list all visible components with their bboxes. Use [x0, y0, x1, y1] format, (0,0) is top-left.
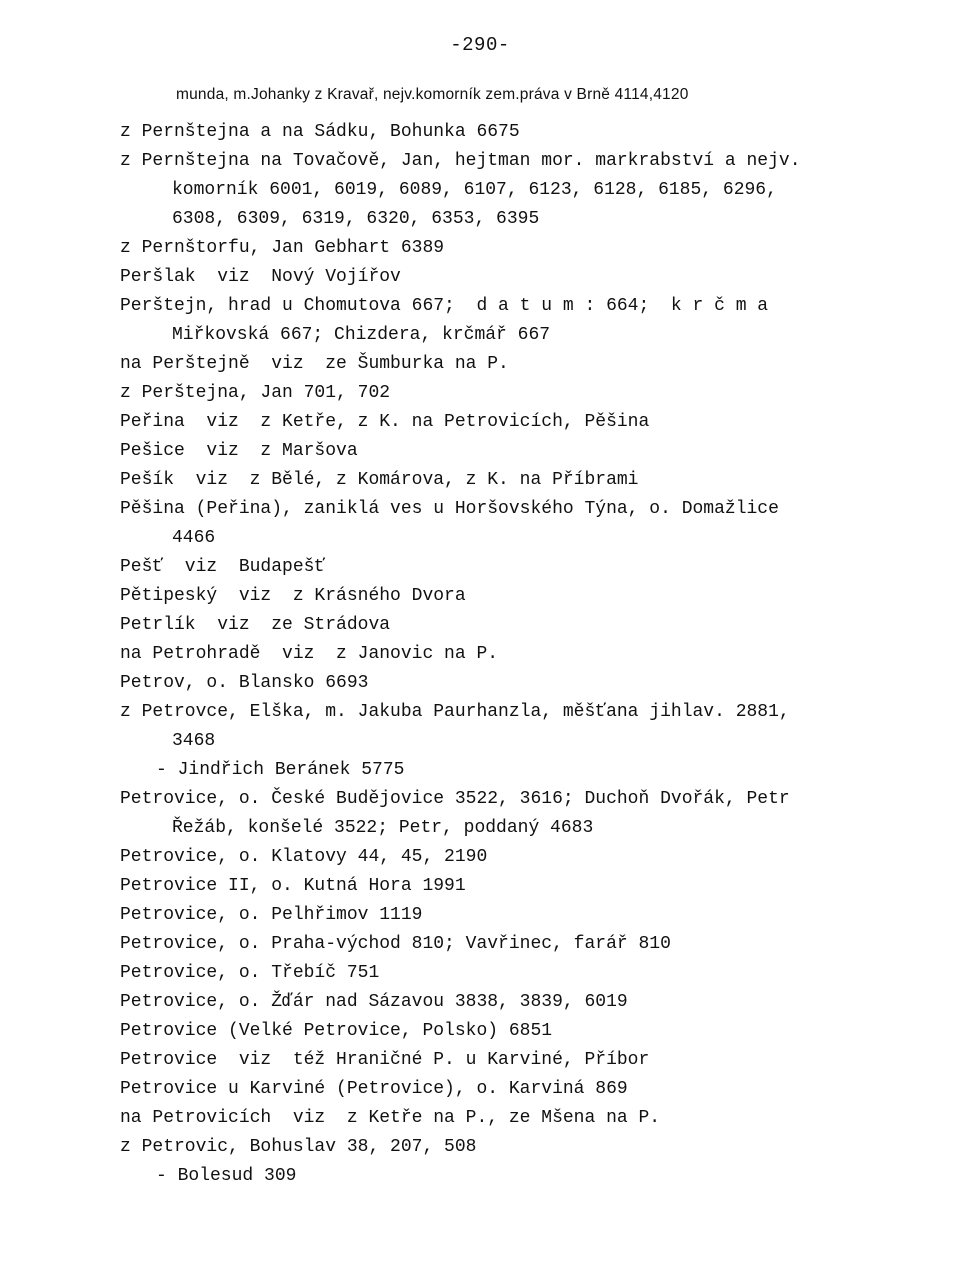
- entry-line: Petrovice (Velké Petrovice, Polsko) 6851: [120, 1021, 553, 1041]
- entry-line: na Petrohradě viz z Janovic na P.: [120, 644, 499, 664]
- entry-line: Pěšina (Peřina), zaniklá ves u Horšovského Týna, o. Domažlice: [120, 499, 779, 519]
- index-entry: [120, 495, 920, 553]
- index-entry: [120, 437, 920, 466]
- page-number: -290-: [450, 34, 510, 56]
- entry-line: Petrovice, o. Klatovy 44, 45, 2190: [120, 847, 488, 867]
- index-entry: [120, 118, 920, 147]
- entry-continuation-line: Miřkovská 667; Chizdera, krčmář 667: [172, 325, 551, 345]
- entry-continuation-line: Řežáb, konšelé 3522; Petr, poddaný 4683: [172, 818, 594, 838]
- entry-line: Petrovice, o. Pelhřimov 1119: [120, 905, 423, 925]
- entry-continuation-line: komorník 6001, 6019, 6089, 6107, 6123, 6128, 6185, 6296,: [172, 180, 777, 200]
- index-entry: [120, 611, 920, 640]
- entry-continuation-line: 4466: [172, 528, 216, 548]
- index-entry: [120, 988, 920, 1017]
- index-entry: [120, 379, 920, 408]
- index-entry: [120, 582, 920, 611]
- entry-line: Petrovice u Karviné (Petrovice), o. Karviná 869: [120, 1079, 628, 1099]
- entry-line: z Petrovic, Bohuslav 38, 207, 508: [120, 1137, 477, 1157]
- index-entry: [120, 263, 920, 292]
- entry-continuation-line: 3468: [172, 731, 216, 751]
- entry-line: Petrovice, o. Praha-východ 810; Vavřinec, farář 810: [120, 934, 671, 954]
- entry-line: z Perštejna, Jan 701, 702: [120, 383, 391, 403]
- index-entry: [120, 1075, 920, 1104]
- entry-line: z Pernštejna a na Sádku, Bohunka 6675: [120, 122, 520, 142]
- entry-line: z Pernštorfu, Jan Gebhart 6389: [120, 238, 445, 258]
- entry-line: Petrovice, o. Třebíč 751: [120, 963, 380, 983]
- entry-line: Peřina viz z Ketře, z K. na Petrovicích, Pěšina: [120, 412, 650, 432]
- index-entry: [120, 930, 920, 959]
- entry-line: na Petrovicích viz z Ketře na P., ze Mšena na P.: [120, 1108, 661, 1128]
- continuation-line: munda, m.Johanky z Kravař, nejv.komorník zem.práva v Brně 4114,4120: [176, 86, 689, 103]
- index-subentry: [120, 756, 920, 785]
- index-subentry: [120, 1162, 920, 1191]
- entry-continuation-line: 6308, 6309, 6319, 6320, 6353, 6395: [172, 209, 540, 229]
- entry-line: Petrovice II, o. Kutná Hora 1991: [120, 876, 466, 896]
- index-entries: [120, 118, 920, 1191]
- index-entry: [120, 466, 920, 495]
- entry-line: Pětipeský viz z Krásného Dvora: [120, 586, 466, 606]
- index-entry: [120, 872, 920, 901]
- index-entry: [120, 147, 920, 234]
- entry-line: z Petrovce, Elška, m. Jakuba Paurhanzla, měšťana jihlav. 2881,: [120, 702, 790, 722]
- index-entry: [120, 959, 920, 988]
- index-entry: [120, 669, 920, 698]
- entry-line: Pešť viz Budapešť: [120, 557, 326, 577]
- index-entry: [120, 843, 920, 872]
- entry-line: z Pernštejna na Tovačově, Jan, hejtman mor. markrabství a nejv.: [120, 151, 801, 171]
- entry-line: - Jindřich Beránek 5775: [156, 760, 405, 780]
- index-entry: [120, 1133, 920, 1162]
- index-entry: [120, 408, 920, 437]
- entry-line: Petrovice viz též Hraničné P. u Karviné, Příbor: [120, 1050, 650, 1070]
- index-entry: [120, 1017, 920, 1046]
- entry-line: Petrovice, o. Žďár nad Sázavou 3838, 3839, 6019: [120, 992, 628, 1012]
- index-entry: [120, 640, 920, 669]
- index-entry: [120, 785, 920, 843]
- index-entry: [120, 901, 920, 930]
- index-entry: [120, 553, 920, 582]
- entry-line: Pešík viz z Bělé, z Komárova, z K. na Příbrami: [120, 470, 639, 490]
- entry-line: na Perštejně viz ze Šumburka na P.: [120, 354, 509, 374]
- index-entry: [120, 698, 920, 756]
- entry-line: Pešice viz z Maršova: [120, 441, 358, 461]
- index-entry: [120, 1104, 920, 1133]
- index-entry: [120, 234, 920, 263]
- entry-line: - Bolesud 309: [156, 1166, 297, 1186]
- index-entry: [120, 1046, 920, 1075]
- index-entry: [120, 350, 920, 379]
- entry-line: Peršlak viz Nový Vojířov: [120, 267, 401, 287]
- entry-line: Petrov, o. Blansko 6693: [120, 673, 369, 693]
- entry-line: Petrovice, o. České Budějovice 3522, 3616; Duchoň Dvořák, Petr: [120, 789, 790, 809]
- entry-line: Petrlík viz ze Strádova: [120, 615, 391, 635]
- index-entry: [120, 292, 920, 350]
- entry-line: Perštejn, hrad u Chomutova 667; d a t u m : 664; k r č m a: [120, 296, 769, 316]
